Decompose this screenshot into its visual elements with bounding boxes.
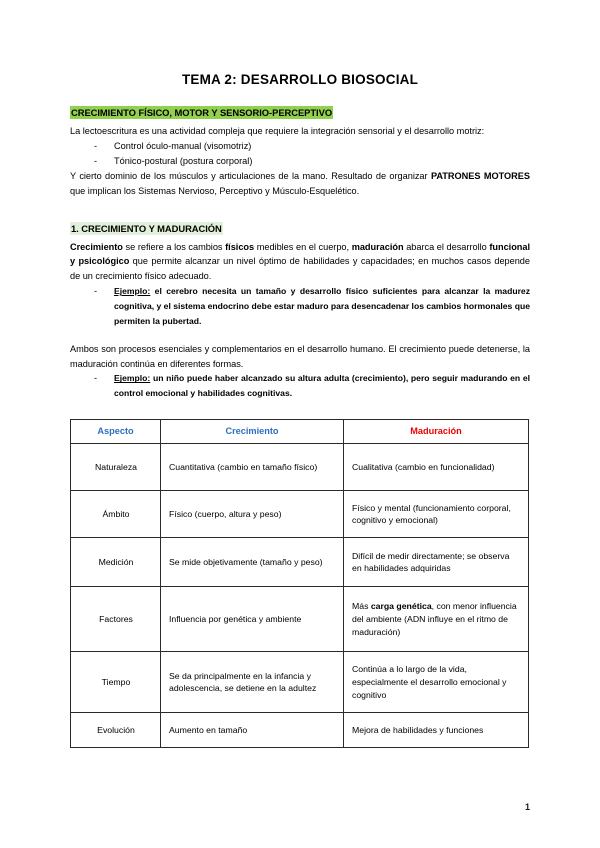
- table-row: [71, 444, 529, 491]
- cell-text-pre: Más: [352, 601, 371, 612]
- cell-text-post: , con menor influencia del ambiente (ADN influye en el ritmo de maduración): [352, 601, 517, 637]
- column-header-maduracion: Maduración: [344, 419, 529, 443]
- definitions-text: se refiere a los cambios: [122, 241, 226, 252]
- row-label: Evolución: [71, 713, 161, 748]
- table-row: [71, 713, 529, 748]
- column-header-aspecto: Aspecto: [71, 419, 161, 443]
- table-row: [71, 587, 529, 652]
- cell-maduracion: Continúa a lo largo de la vida, especialmente el desarrollo emocional y cognitivo: [344, 652, 529, 713]
- intro-paragraph: La lectoescritura es una actividad compleja que requiere la integración sensorial y el desarrollo motriz:: [70, 126, 485, 136]
- cell-maduracion: Mejora de habilidades y funciones: [344, 713, 529, 748]
- list-item: [70, 284, 530, 328]
- definitions-text: que permite alcanzar un nivel óptimo de habilidades y capacidades; en muchos casos depende de un crecimiento físico adecuado.: [70, 256, 530, 282]
- cell-text-bold: carga genética: [370, 601, 432, 612]
- section-heading-label: 1. CRECIMIENTO Y MADURACIÓN: [71, 222, 222, 234]
- cell-crecimiento: Cuantitativa (cambio en tamaño físico): [161, 444, 344, 491]
- cell-maduracion: [344, 587, 529, 652]
- section-heading-crecimiento-fisico: [70, 100, 530, 124]
- row-label: Ámbito: [71, 491, 161, 538]
- cell-maduracion: Cualitativa (cambio en funcionalidad): [344, 444, 529, 491]
- complementary-processes-paragraph: Ambos son procesos esenciales y complementarios en el desarrollo humano. El crecimiento puede detenerse, la maduración continúa en diferentes formas.: [70, 343, 530, 369]
- term-fisicos: físicos: [225, 241, 255, 252]
- closing-text-part2: que implican los Sistemas Nervioso, Perceptivo y Músculo-Esquelético.: [70, 185, 360, 196]
- definitions-paragraph: [70, 240, 530, 285]
- closing-paragraph: [70, 169, 530, 199]
- closing-text-bold: PATRONES MOTORES: [430, 170, 530, 181]
- term-funcional-psicologico: funcional y psicológico: [70, 241, 530, 267]
- section-heading-label: CRECIMIENTO FÍSICO, MOTOR Y SENSORIO-PERCEPTIVO: [71, 107, 333, 118]
- list-item: - Control óculo-manual (visomotriz): [70, 139, 530, 154]
- cell-crecimiento: Se da principalmente en la infancia y adolescencia, se detiene en la adultez: [161, 652, 344, 713]
- cell-maduracion: Difícil de medir directamente; se observa en habilidades adquiridas: [344, 538, 529, 587]
- comparison-table: [70, 419, 529, 748]
- closing-text-part1: Y cierto dominio de los músculos y articulaciones de la mano. Resultado de organizar: [70, 170, 431, 181]
- cell-crecimiento: Físico (cuerpo, altura y peso): [161, 491, 344, 538]
- row-label: Naturaleza: [71, 444, 161, 491]
- example-text: un niño puede haber alcanzado su altura adulta (crecimiento), pero seguir madurando en el control emocional y habilidades cognitivas.: [114, 373, 530, 399]
- cell-crecimiento: Influencia por genética y ambiente: [161, 587, 344, 652]
- term-maduracion: maduración: [351, 241, 404, 252]
- row-label: Medición: [71, 538, 161, 587]
- page-number: 1: [524, 802, 530, 812]
- definitions-text: abarca el desarrollo: [403, 241, 490, 252]
- term-crecimiento: Crecimiento: [70, 241, 123, 252]
- example-list-1: [70, 284, 530, 328]
- table-row: [71, 491, 529, 538]
- section-heading-crecimiento-maduracion: [70, 216, 530, 240]
- list-item: - Tónico-postural (postura corporal): [70, 154, 530, 169]
- example-text: el cerebro necesita un tamaño y desarrollo físico suficientes para alcanzar la madurez cognitiva, y el sistema endocrino debe estar maduro para desencadenar los cambios hormonales que permiten la pubertad.: [114, 286, 530, 326]
- list-item: [70, 371, 530, 401]
- table-header-row: [71, 419, 529, 443]
- sensory-bullet-list: [70, 139, 530, 169]
- cell-crecimiento: Se mide objetivamente (tamaño y peso): [161, 538, 344, 587]
- example-label: Ejemplo:: [114, 286, 151, 297]
- example-list-2: [70, 371, 530, 401]
- column-header-crecimiento: Crecimiento: [161, 419, 344, 443]
- example-label: Ejemplo:: [114, 373, 151, 384]
- table-row: [71, 652, 529, 713]
- row-label: Factores: [71, 587, 161, 652]
- definitions-text: medibles en el cuerpo,: [254, 241, 352, 252]
- cell-crecimiento: Aumento en tamaño: [161, 713, 344, 748]
- page-title: TEMA 2: DESARROLLO BIOSOCIAL: [181, 72, 419, 87]
- cell-maduracion: Físico y mental (funcionamiento corporal, cognitivo y emocional): [344, 491, 529, 538]
- row-label: Tiempo: [71, 652, 161, 713]
- table-row: [71, 538, 529, 587]
